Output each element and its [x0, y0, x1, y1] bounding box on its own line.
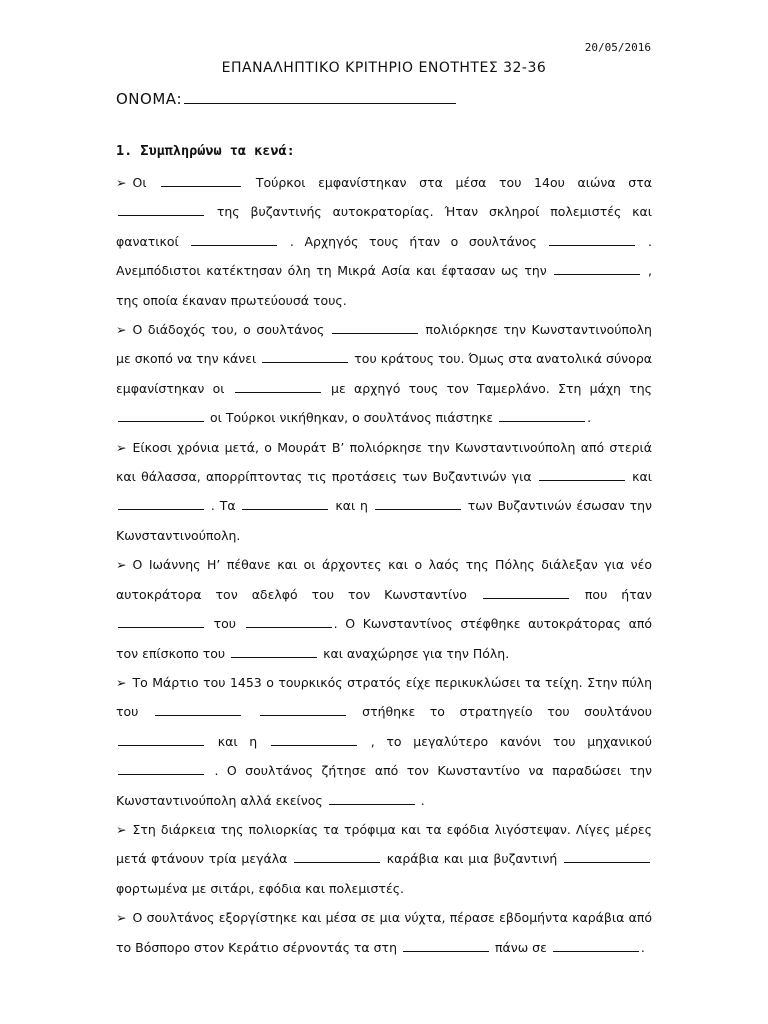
name-blank[interactable]	[184, 102, 456, 104]
text-segment: . Τα	[210, 498, 236, 514]
blank[interactable]	[553, 950, 639, 952]
document-title: ΕΠΑΝΑΛΗΠΤΙΚΟ ΚΡΙΤΗΡΙΟ ΕΝΟΤΗΤΕΣ 32-36	[221, 60, 547, 76]
text-segment: . Ο σουλτάνος ζήτησε από τον Κωνσταντίνο να παραδώσει την Κωνσταντινούπολη αλλά εκείνος	[116, 763, 652, 808]
blank[interactable]	[246, 626, 332, 628]
text-segment: , της οποία έκαναν πρωτεύουσά τους.	[116, 263, 652, 308]
section-heading: 1. Συμπληρώνω τα κενά:	[116, 143, 295, 159]
text-segment: Ο σουλτάνος εξοργίστηκε και μέσα σε μια νύχτα, πέρασε εβδομήντα καράβια από το Βόσπορο στον Κεράτιο σέρνοντάς τα στη	[116, 910, 652, 955]
blank[interactable]	[260, 714, 346, 716]
paragraph-7	[116, 903, 652, 962]
text-segment: των Βυζαντινών έσωσαν την Κωνσταντινούπολη.	[116, 498, 653, 543]
text-segment: φορτωμένα με σιτάρι, εφόδια και πολεμιστές.	[116, 880, 405, 896]
blank[interactable]	[191, 244, 277, 246]
text-segment: . Ανεμπόδιστοι κατέκτησαν όλη τη Μικρά Ασία και έφτασαν ως την	[116, 233, 652, 279]
text-segment: Το Μάρτιο του 1453 ο τουρκικός στρατός είχε περικυκλώσει τα τείχη. Στην πύλη του	[116, 674, 652, 720]
paragraph-6	[116, 815, 652, 903]
text-segment: πάνω σε	[494, 939, 547, 955]
text-segment: οι Τούρκοι νικήθηκαν, ο σουλτάνος πιάστηκε	[209, 410, 494, 426]
text-segment: Τούρκοι εμφανίστηκαν στα μέσα του 14ου αιώνα στα	[255, 175, 652, 190]
blank[interactable]	[375, 508, 461, 510]
blank[interactable]	[483, 597, 569, 599]
text-segment: .	[640, 939, 645, 955]
blank[interactable]	[262, 361, 348, 363]
blank[interactable]	[118, 214, 204, 216]
paragraph-4	[116, 550, 652, 668]
blank[interactable]	[329, 803, 415, 805]
text-segment: καράβια και μια βυζαντινή	[386, 851, 558, 867]
blank[interactable]	[118, 508, 204, 510]
blank[interactable]	[403, 950, 489, 952]
text-segment: Οι	[132, 175, 147, 190]
text-segment: του	[213, 616, 237, 632]
arrow-bullet-icon: ➢	[116, 439, 127, 455]
paragraph-2	[116, 315, 652, 433]
arrow-bullet-icon: ➢	[116, 910, 127, 926]
blank[interactable]	[118, 420, 204, 422]
blank[interactable]	[554, 273, 640, 275]
arrow-bullet-icon: ➢	[116, 557, 127, 573]
text-segment: πολιόρκησε την Κωνσταντινούπολη με σκοπό να την κάνει	[116, 322, 652, 367]
fill-in-text	[116, 168, 652, 962]
blank[interactable]	[118, 773, 204, 775]
text-segment: . Ο Κωνσταντίνος στέφθηκε αυτοκράτορας από τον επίσκοπο του	[116, 616, 652, 661]
arrow-bullet-icon: ➢	[116, 322, 127, 338]
arrow-bullet-icon: ➢	[116, 674, 127, 690]
text-segment: και	[632, 469, 652, 485]
blank[interactable]	[539, 479, 625, 481]
document-date: 20/05/2016	[584, 41, 651, 54]
blank[interactable]	[155, 714, 241, 716]
text-segment: και αναχώρησε για την Πόλη.	[323, 645, 510, 661]
blank[interactable]	[499, 420, 585, 422]
text-segment: της βυζαντινής αυτοκρατορίας. Ήταν σκληροί πολεμιστές και φανατικοί	[116, 204, 652, 249]
blank[interactable]	[332, 332, 418, 334]
paragraph-1	[116, 168, 652, 315]
text-segment: και η	[335, 498, 368, 514]
blank[interactable]	[161, 185, 241, 187]
blank[interactable]	[294, 861, 380, 863]
arrow-bullet-icon: ➢	[116, 821, 127, 837]
text-segment: . Αρχηγός τους ήταν ο σουλτάνος	[289, 233, 537, 249]
text-segment: .	[587, 410, 592, 426]
arrow-bullet-icon: ➢	[116, 175, 127, 190]
text-segment: Στη διάρκεια της πολιορκίας τα τρόφιμα και τα εφόδια λιγόστεψαν. Λίγες μέρες μετά φτάνουν τρία μεγάλα	[116, 821, 652, 867]
text-segment: , το μεγαλύτερο κανόνι του μηχανικού	[370, 733, 652, 749]
name-label: ΟΝΟΜΑ:	[116, 90, 183, 108]
text-segment: Ο διάδοχός του, ο σουλτάνος	[132, 322, 325, 338]
blank[interactable]	[118, 744, 204, 746]
text-segment: Είκοσι χρόνια μετά, ο Μουράτ Β’ πολιόρκησε την Κωνσταντινούπολη από στεριά και θάλασσα, απορρίπτοντας τις προτάσεις των Βυζαντινών για	[116, 439, 652, 485]
blank[interactable]	[231, 656, 317, 658]
text-segment: Ο Ιωάννης Η’ πέθανε και οι άρχοντες και ο λαός της Πόλης διάλεξαν για νέο αυτοκράτορα τον αδελφό του τον Κωνσταντίνο	[116, 557, 652, 602]
text-segment: που ήταν	[584, 586, 652, 602]
blank[interactable]	[118, 626, 204, 628]
blank[interactable]	[549, 244, 635, 246]
text-segment: του κράτους του. Όμως στα ανατολικά σύνορα εμφανίστηκαν οι	[116, 351, 652, 396]
text-segment: και η	[217, 733, 258, 749]
text-segment: .	[420, 792, 425, 808]
paragraph-5	[116, 668, 652, 815]
paragraph-3	[116, 433, 652, 551]
text-segment: στήθηκε το στρατηγείο του σουλτάνου	[362, 704, 652, 720]
blank[interactable]	[564, 861, 650, 863]
blank[interactable]	[271, 744, 357, 746]
text-segment: με αρχηγό τους τον Ταμερλάνο. Στη μάχη της	[331, 380, 652, 396]
blank[interactable]	[242, 508, 328, 510]
name-field-row	[116, 90, 456, 108]
blank[interactable]	[235, 391, 321, 393]
